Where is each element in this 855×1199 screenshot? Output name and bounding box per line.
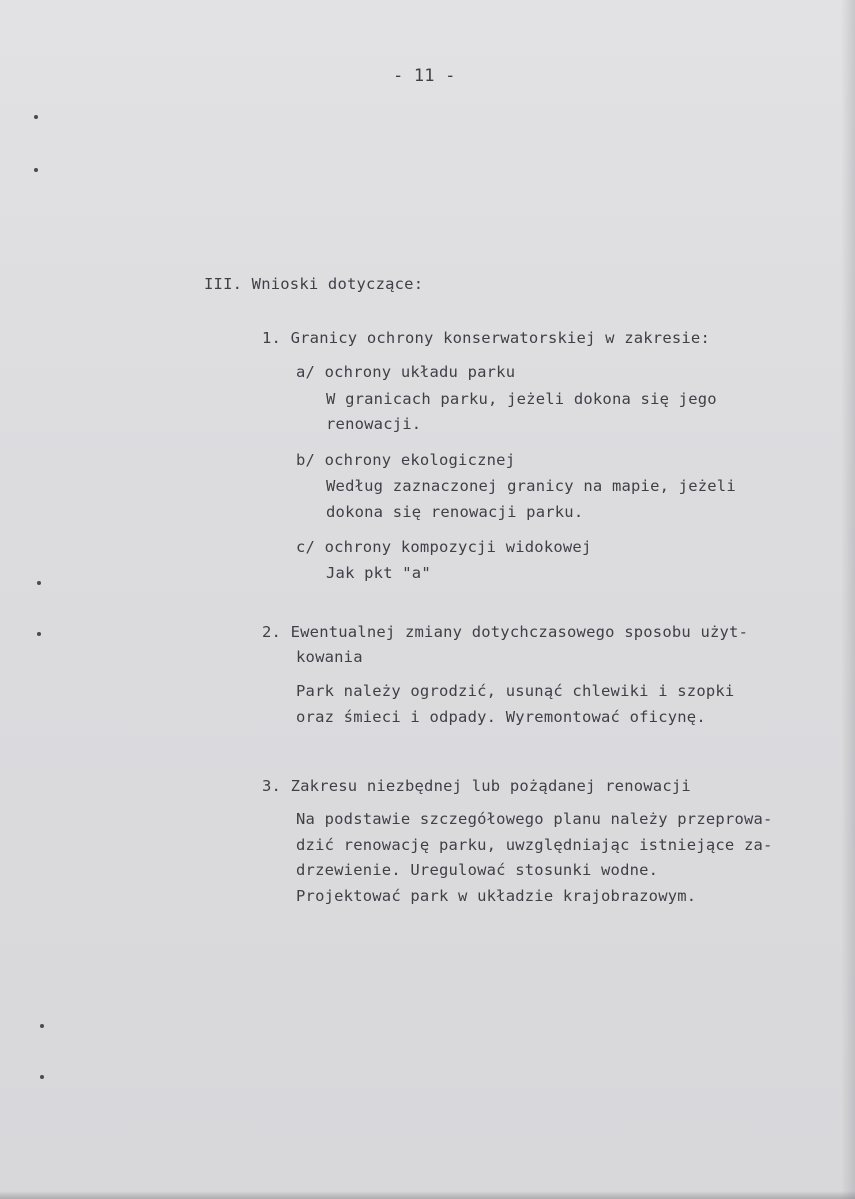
binding-hole-mark [40,1075,44,1079]
subitem-a-text: W granicach parku, jeżeli dokona się jego [326,390,717,408]
item-3-heading: 3. Zakresu niezbędnej lub pożądanej renowacji [262,777,691,795]
subitem-c-heading: c/ ochrony kompozycji widokowej [296,538,592,556]
binding-hole-mark [37,632,41,636]
item-2-heading-cont: kowania [296,648,363,666]
subitem-c-text: Jak pkt "a" [326,564,431,582]
binding-hole-mark [34,168,38,172]
subitem-a-heading: a/ ochrony układu parku [296,363,516,381]
subitem-b-text: Według zaznaczonej granicy na mapie, jeżeli [326,477,736,495]
binding-hole-mark [40,1024,44,1028]
page-edge-shadow [0,1191,855,1199]
subitem-b-heading: b/ ochrony ekologicznej [296,451,516,469]
subitem-b-text: dokona się renowacji parku. [326,503,584,521]
item-3-text: drzewienie. Uregulować stosunki wodne. [296,861,659,879]
section-heading: III. Wnioski dotyczące: [204,275,424,293]
item-3-text: Projektować park w układzie krajobrazowym. [296,887,697,905]
item-1-heading: 1. Granicy ochrony konserwatorskiej w zakresie: [262,329,710,347]
item-2-text: Park należy ogrodzić, usunąć chlewiki i szopki [296,682,735,700]
item-2-heading: 2. Ewentualnej zmiany dotychczasowego sposobu użyt- [262,623,749,641]
item-3-text: Na podstawie szczegółowego planu należy przeprowa- [296,810,773,828]
subitem-a-text: renowacji. [326,415,422,433]
item-3-text: dzić renowację parku, uwzględniając istniejące za- [296,836,773,854]
item-2-text: oraz śmieci i odpady. Wyremontować oficynę. [296,708,706,726]
page-number: - 11 - [393,66,456,86]
binding-hole-mark [34,115,38,119]
binding-hole-mark [37,581,41,585]
